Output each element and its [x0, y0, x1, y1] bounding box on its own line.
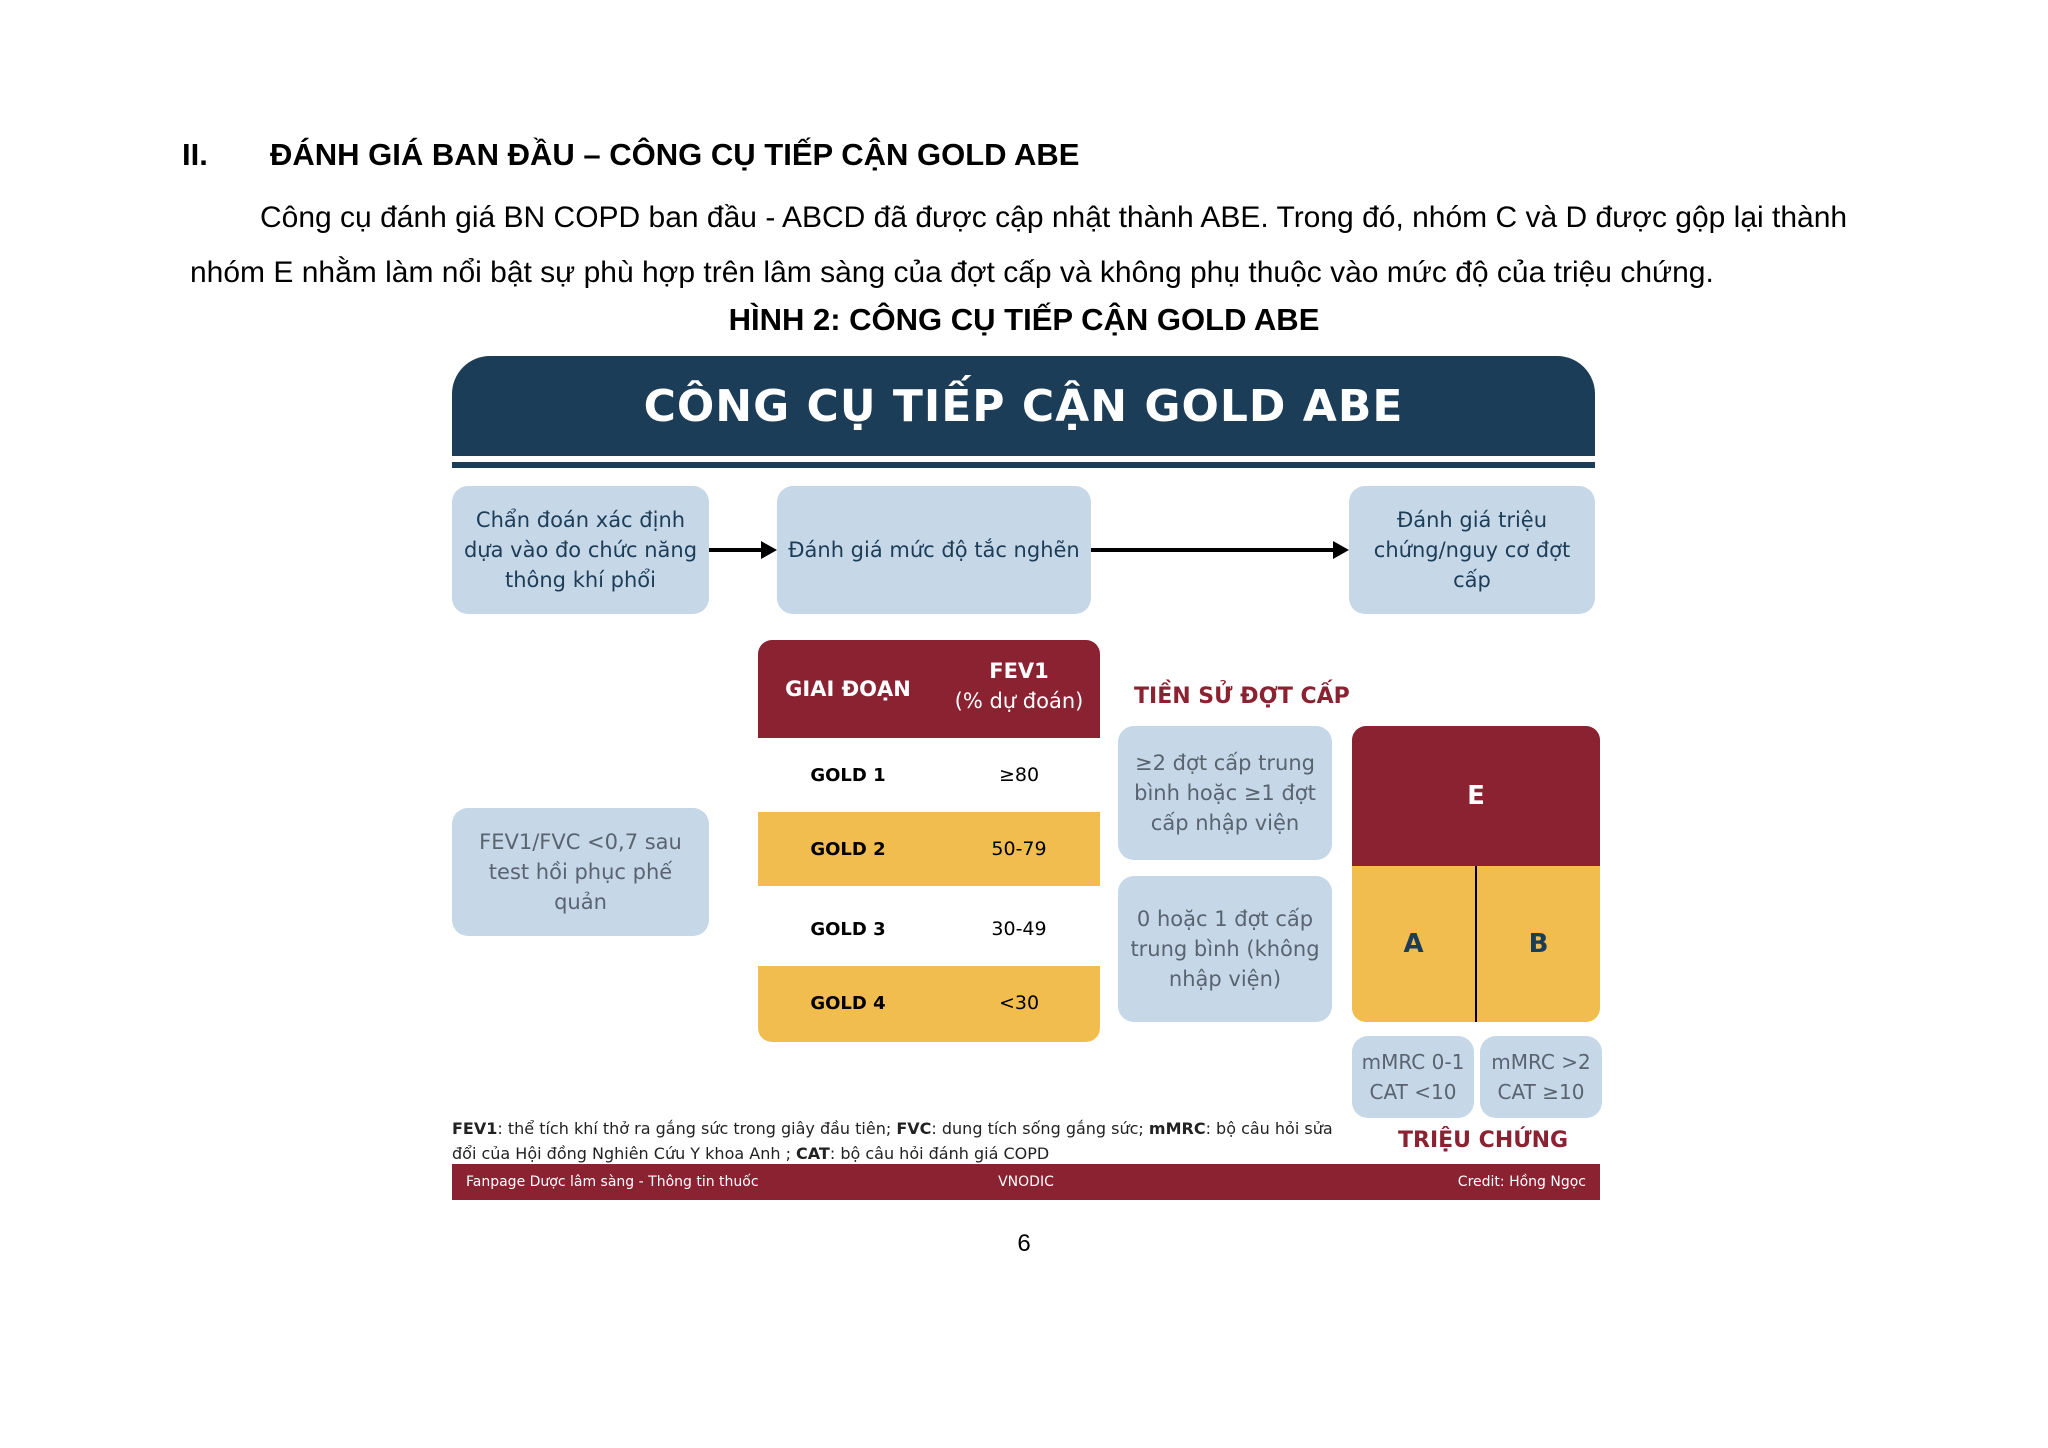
table-header: [758, 640, 1100, 738]
header-fev1: [938, 656, 1100, 716]
header-fev1-sub: (% dự đoán): [954, 689, 1084, 713]
step-symptoms-risk: Đánh giá triệu chứng/nguy cơ đợt cấp: [1349, 486, 1595, 614]
symptom-label: TRIỆU CHỨNG: [1398, 1128, 1569, 1153]
abbr-def: : thể tích khí thở ra gắng sức trong giây đầu tiên;: [497, 1119, 897, 1138]
row-value: 50-79: [991, 838, 1047, 860]
figure-title: HÌNH 2: CÔNG CỤ TIẾP CẬN GOLD ABE: [728, 302, 1320, 337]
score-low-line1: mMRC 0-1: [1361, 1050, 1465, 1074]
abbr-def: : bộ câu hỏi đánh giá COPD: [829, 1144, 1050, 1163]
footer-center: VNODIC: [998, 1174, 1054, 1190]
table-row: [758, 892, 1100, 966]
intro-paragraph: [190, 190, 1940, 300]
paragraph-line-2: nhóm E nhằm làm nổi bật sự phù hợp trên lâm sàng của đợt cấp và không phụ thuộc vào mức độ của triệu chứng.: [190, 256, 1714, 289]
score-high-line2: CAT ≥10: [1497, 1080, 1585, 1104]
section-title: ĐÁNH GIÁ BAN ĐẦU – CÔNG CỤ TIẾP CẬN GOLD ABE: [270, 137, 1080, 172]
history-label: TIỀN SỬ ĐỢT CẤP: [1134, 684, 1350, 709]
table-row: [758, 966, 1100, 1042]
footer-right: Credit: Hồng Ngọc: [1457, 1174, 1586, 1190]
paragraph-line-1: Công cụ đánh giá BN COPD ban đầu - ABCD đã được cập nhật thành ABE. Trong đó, nhóm C và D được gộp lại thành: [260, 201, 1848, 234]
criterion-box: FEV1/FVC <0,7 sau test hồi phục phế quản: [452, 808, 709, 936]
row-stage: GOLD 1: [810, 764, 886, 786]
infographic-footer: [452, 1164, 1600, 1200]
arrow-right-icon: [1333, 541, 1349, 559]
abbr-def: : bộ câu hỏi sửa đổi của Hội đồng Nghiên Cứu Y khoa Anh ;: [452, 1119, 1333, 1163]
step-obstruction: Đánh giá mức độ tắc nghẽn: [777, 486, 1091, 614]
symptom-score-low: [1352, 1036, 1474, 1118]
page-number: 6: [1017, 1230, 1031, 1257]
header-stage: GIAI ĐOẠN: [785, 677, 911, 701]
history-high: ≥2 đợt cấp trung bình hoặc ≥1 đợt cấp nhập viện: [1118, 726, 1332, 860]
arrow-1-line: [709, 548, 761, 552]
infographic-banner: CÔNG CỤ TIẾP CẬN GOLD ABE: [452, 356, 1595, 456]
footer-left: Fanpage Dược lâm sàng - Thông tin thuốc: [466, 1174, 759, 1190]
abe-group-grid: [1352, 726, 1600, 1022]
row-stage: GOLD 4: [810, 992, 886, 1014]
history-low: 0 hoặc 1 đợt cấp trung bình (không nhập viện): [1118, 876, 1332, 1022]
abbr-def: : dung tích sống gắng sức;: [931, 1119, 1149, 1138]
group-b: B: [1477, 866, 1600, 1022]
gold-abe-infographic: [452, 356, 1600, 1202]
abbreviation-footnote: [452, 1116, 1352, 1166]
row-stage: GOLD 2: [810, 838, 886, 860]
group-a: A: [1352, 866, 1475, 1022]
arrow-2-line: [1091, 548, 1333, 552]
arrow-right-icon: [761, 541, 777, 559]
group-divider: [1475, 866, 1477, 1022]
row-value: ≥80: [998, 764, 1040, 786]
section-number: II.: [182, 137, 208, 172]
abbr-term: mMRC: [1148, 1119, 1206, 1138]
table-row: [758, 812, 1100, 886]
row-value: <30: [998, 992, 1040, 1014]
symptom-score-high: [1480, 1036, 1602, 1118]
header-fev1-title: FEV1: [989, 659, 1049, 683]
abbr-term: CAT: [796, 1144, 830, 1163]
abbr-term: FVC: [896, 1119, 932, 1138]
group-e: E: [1352, 726, 1600, 866]
gold-stage-table: [758, 640, 1100, 1042]
banner-underline: [452, 462, 1595, 468]
score-low-line2: CAT <10: [1369, 1080, 1457, 1104]
row-value: 30-49: [991, 918, 1047, 940]
row-stage: GOLD 3: [810, 918, 886, 940]
step-diagnosis: Chẩn đoán xác định dựa vào đo chức năng thông khí phổi: [452, 486, 709, 614]
table-row: [758, 738, 1100, 812]
abbr-term: FEV1: [452, 1119, 498, 1138]
score-high-line1: mMRC >2: [1491, 1050, 1591, 1074]
